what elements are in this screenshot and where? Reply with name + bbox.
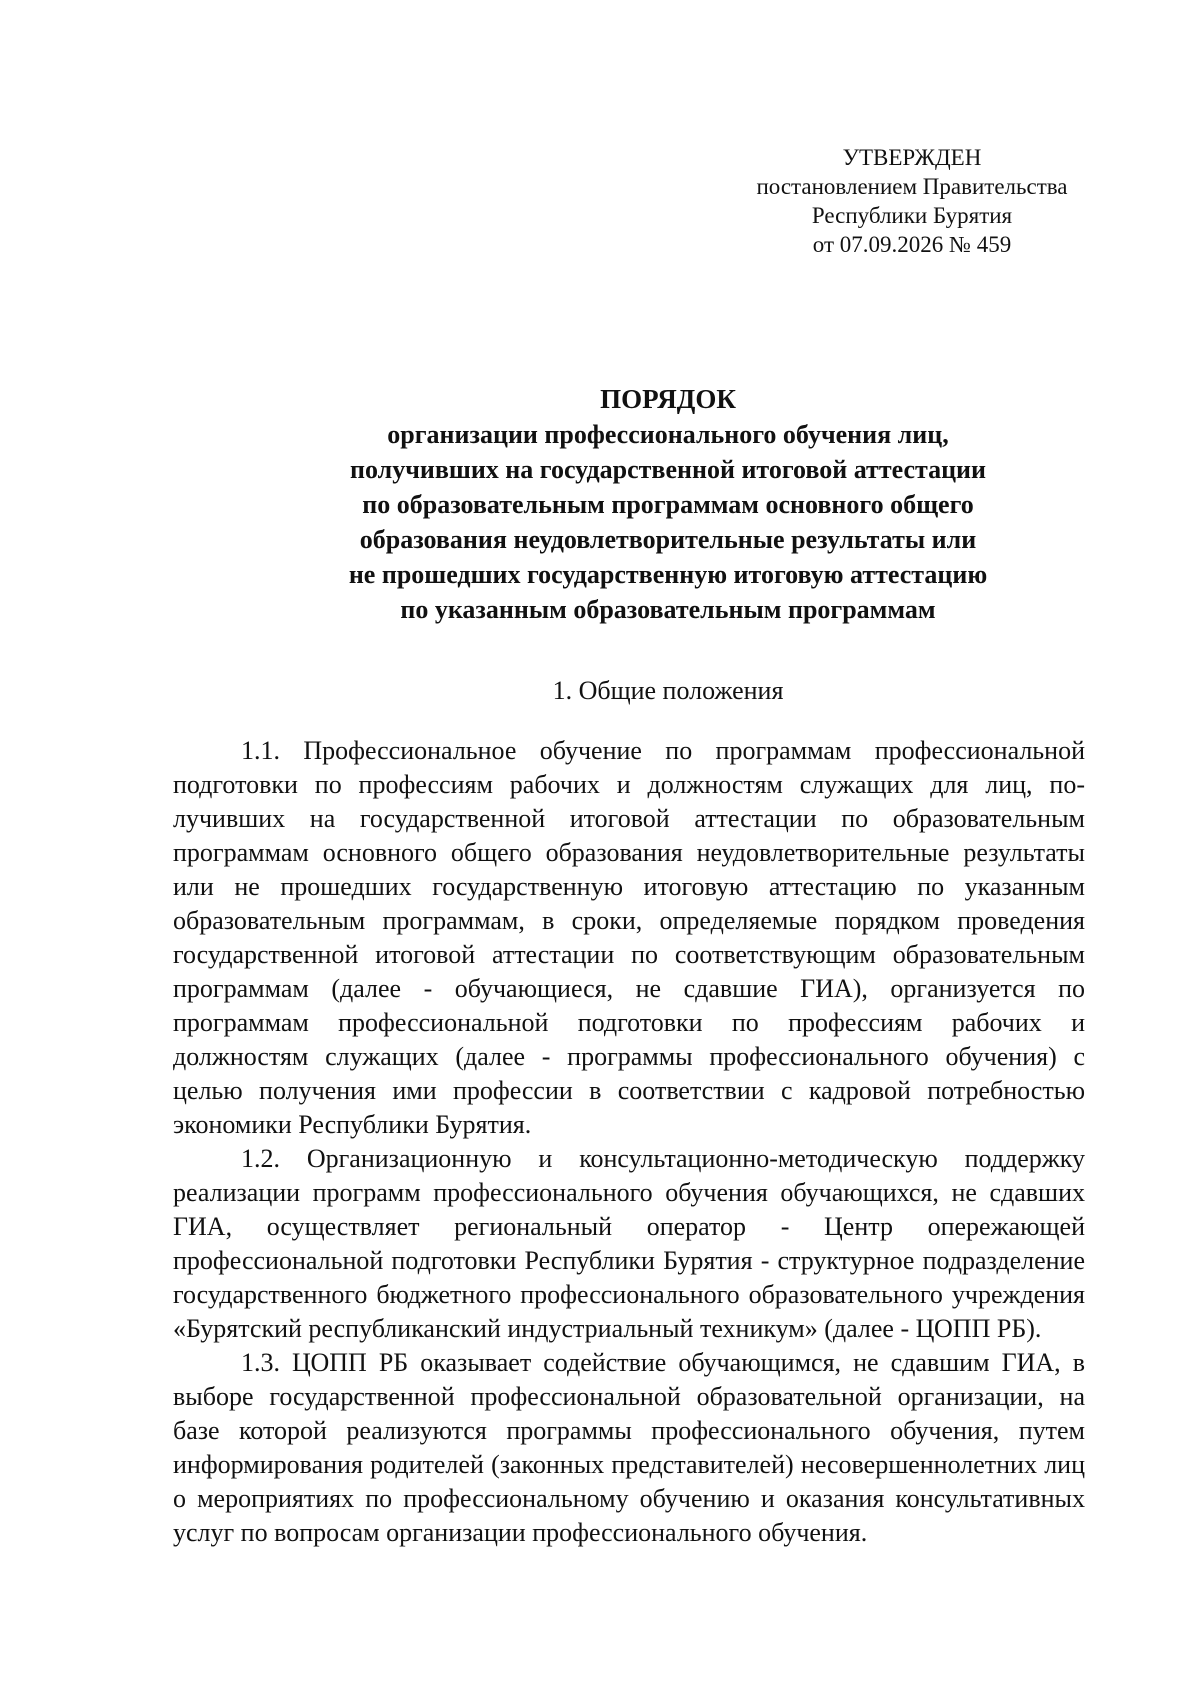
approval-approved-label: УТВЕРЖДЕН: [842, 145, 982, 170]
document-title: [0, 382, 1200, 627]
document-title-line: не прошедших государственную итоговую аттестацию: [348, 560, 988, 589]
document-title-line: по образовательным программам основного общего: [362, 490, 974, 519]
approval-decree-line: постановлением Правительства: [756, 174, 1068, 199]
document-title-line: образования неудовлетворительные результаты или: [359, 525, 977, 554]
section-body: [173, 734, 1085, 1550]
document-title-line: по указанным образовательным программам: [400, 595, 936, 624]
section-heading: 1. Общие положения: [552, 676, 784, 705]
document-title-line: организации профессионального обучения лиц,: [387, 420, 949, 449]
paragraph-1-3: 1.3. ЦОПП РБ оказывает содействие обучающимся, не сдавшим ГИА, в выборе государственной профессиональной образовательной организации, на базе которой реализуются программы профессионального обучения, путем информирования родителей (законных представителей) несовершеннолетних лиц о мероприятиях по профессиональному обучению и оказания консультативных услуг по вопросам организации профессионального обучения.: [173, 1348, 1085, 1547]
approval-date-number: от 07.09.2026 № 459: [812, 232, 1012, 257]
approval-stamp-block: [742, 143, 1082, 259]
document-title-line: получивших на государственной итоговой аттестации: [349, 455, 987, 484]
document-title-main: ПОРЯДОК: [600, 384, 736, 414]
approval-republic-line: Республики Бурятия: [811, 203, 1013, 228]
paragraph-1-1: 1.1. Профессиональное обучение по программам профессиональной подготовки по профессиям рабочих и должностям служащих для лиц, получивших на государственной итоговой аттестации по образовательным программам основного общего образования неудовлетворительные результаты или не прошедших государственную итоговую аттестацию по указанным образовательным программам, в сроки, определяемые порядком проведения государственной итоговой аттестации по соответствующим образовательным программам (далее - обучающиеся, не сдавшие ГИА), организуется по программам профессиональной подготовки по профессиям рабочих и должностям служащих (далее - программы профессионального обучения) с целью получения ими профессии в соответствии с кадровой потребностью экономики Республики Бурятия.: [173, 736, 1085, 1139]
paragraph-1-2: 1.2. Организационную и консультационно-методическую поддержку реализации программ профессионального обучения обучающихся, не сдавших ГИА, осуществляет региональный оператор - Центр опережающей профессиональной подготовки Республики Бурятия - структурное подразделение государственного бюджетного профессионального образовательного учреждения «Бурятский республиканский индустриальный техникум» (далее - ЦОПП РБ).: [173, 1144, 1085, 1343]
